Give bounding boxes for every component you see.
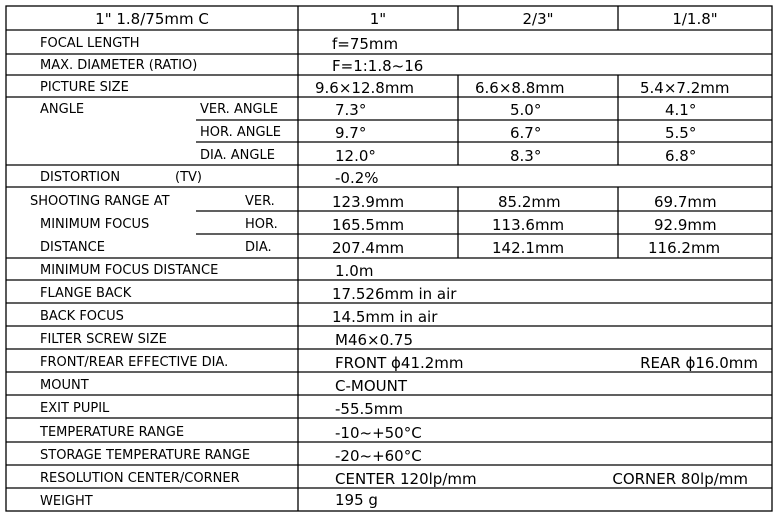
label-storage-temp: STORAGE TEMPERATURE RANGE bbox=[40, 448, 251, 463]
label-angle: ANGLE bbox=[40, 102, 85, 117]
label-shooting-line-1: SHOOTING RANGE AT bbox=[30, 194, 170, 209]
value-shooting-dia-2: 142.1mm bbox=[492, 239, 565, 257]
label-exit-pupil: EXIT PUPIL bbox=[40, 401, 110, 416]
label-hor-angle: HOR. ANGLE bbox=[200, 125, 281, 140]
value-ver-angle-1: 7.3° bbox=[335, 101, 367, 119]
value-dia-angle-2: 8.3° bbox=[510, 147, 542, 165]
header-title: 1" 1.8/75mm C bbox=[95, 10, 209, 28]
label-shooting-line-3: DISTANCE bbox=[40, 240, 105, 255]
value-mount: C-MOUNT bbox=[335, 377, 407, 395]
label-shooting-ver: VER. bbox=[245, 194, 275, 209]
value-dia-angle-3: 6.8° bbox=[665, 147, 697, 165]
label-weight: WEIGHT bbox=[40, 494, 93, 509]
label-distortion-suffix: (TV) bbox=[175, 170, 202, 185]
label-min-focus-distance: MINIMUM FOCUS DISTANCE bbox=[40, 263, 219, 278]
header-format-3: 1/1.8" bbox=[672, 10, 718, 28]
value-focal-length: f=75mm bbox=[332, 35, 399, 53]
label-back-focus: BACK FOCUS bbox=[40, 309, 124, 324]
label-resolution: RESOLUTION CENTER/CORNER bbox=[40, 471, 240, 486]
value-distortion: -0.2% bbox=[335, 169, 379, 187]
value-weight: 195 g bbox=[335, 491, 378, 509]
value-resolution-corner: CORNER 80lp/mm bbox=[612, 470, 748, 488]
header-format-1: 1" bbox=[369, 10, 387, 28]
label-distortion: DISTORTION bbox=[40, 170, 121, 185]
value-effective-front: FRONT ϕ41.2mm bbox=[335, 354, 464, 372]
label-effective-dia: FRONT/REAR EFFECTIVE DIA. bbox=[40, 355, 229, 370]
label-ver-angle: VER. ANGLE bbox=[200, 102, 279, 117]
value-ver-angle-3: 4.1° bbox=[665, 101, 697, 119]
value-shooting-hor-2: 113.6mm bbox=[492, 216, 565, 234]
value-hor-angle-3: 5.5° bbox=[665, 124, 697, 142]
value-picture-size-2: 6.6×8.8mm bbox=[475, 79, 565, 97]
value-shooting-ver-2: 85.2mm bbox=[498, 193, 561, 211]
value-shooting-dia-3: 116.2mm bbox=[648, 239, 721, 257]
value-effective-rear: REAR ϕ16.0mm bbox=[640, 354, 758, 372]
value-shooting-ver-1: 123.9mm bbox=[332, 193, 405, 211]
label-shooting-hor: HOR. bbox=[245, 217, 278, 232]
value-ver-angle-2: 5.0° bbox=[510, 101, 542, 119]
label-max-diameter: MAX. DIAMETER (RATIO) bbox=[40, 58, 198, 73]
label-mount: MOUNT bbox=[40, 378, 89, 393]
value-hor-angle-1: 9.7° bbox=[335, 124, 367, 142]
value-exit-pupil: -55.5mm bbox=[335, 400, 404, 418]
label-picture-size: PICTURE SIZE bbox=[40, 80, 129, 95]
value-picture-size-1: 9.6×12.8mm bbox=[315, 79, 415, 97]
value-dia-angle-1: 12.0° bbox=[335, 147, 376, 165]
label-shooting-line-2: MINIMUM FOCUS bbox=[40, 217, 150, 232]
value-temp-range: -10~+50°C bbox=[335, 424, 422, 442]
value-shooting-hor-1: 165.5mm bbox=[332, 216, 405, 234]
value-min-focus-distance: 1.0m bbox=[335, 262, 374, 280]
value-shooting-ver-3: 69.7mm bbox=[654, 193, 717, 211]
label-flange-back: FLANGE BACK bbox=[40, 286, 132, 301]
header-format-2: 2/3" bbox=[522, 10, 554, 28]
value-max-diameter: F=1:1.8~16 bbox=[332, 57, 424, 75]
label-focal-length: FOCAL LENGTH bbox=[40, 36, 140, 51]
label-dia-angle: DIA. ANGLE bbox=[200, 148, 275, 163]
label-shooting-dia: DIA. bbox=[245, 240, 272, 255]
value-filter-screw: M46×0.75 bbox=[335, 331, 413, 349]
value-hor-angle-2: 6.7° bbox=[510, 124, 542, 142]
value-storage-temp: -20~+60°C bbox=[335, 447, 422, 465]
label-filter-screw: FILTER SCREW SIZE bbox=[40, 332, 167, 347]
value-shooting-hor-3: 92.9mm bbox=[654, 216, 717, 234]
label-temp-range: TEMPERATURE RANGE bbox=[40, 425, 185, 440]
value-flange-back: 17.526mm in air bbox=[332, 285, 457, 303]
value-picture-size-3: 5.4×7.2mm bbox=[640, 79, 730, 97]
value-shooting-dia-1: 207.4mm bbox=[332, 239, 405, 257]
value-back-focus: 14.5mm in air bbox=[332, 308, 438, 326]
value-resolution-center: CENTER 120lp/mm bbox=[335, 470, 477, 488]
